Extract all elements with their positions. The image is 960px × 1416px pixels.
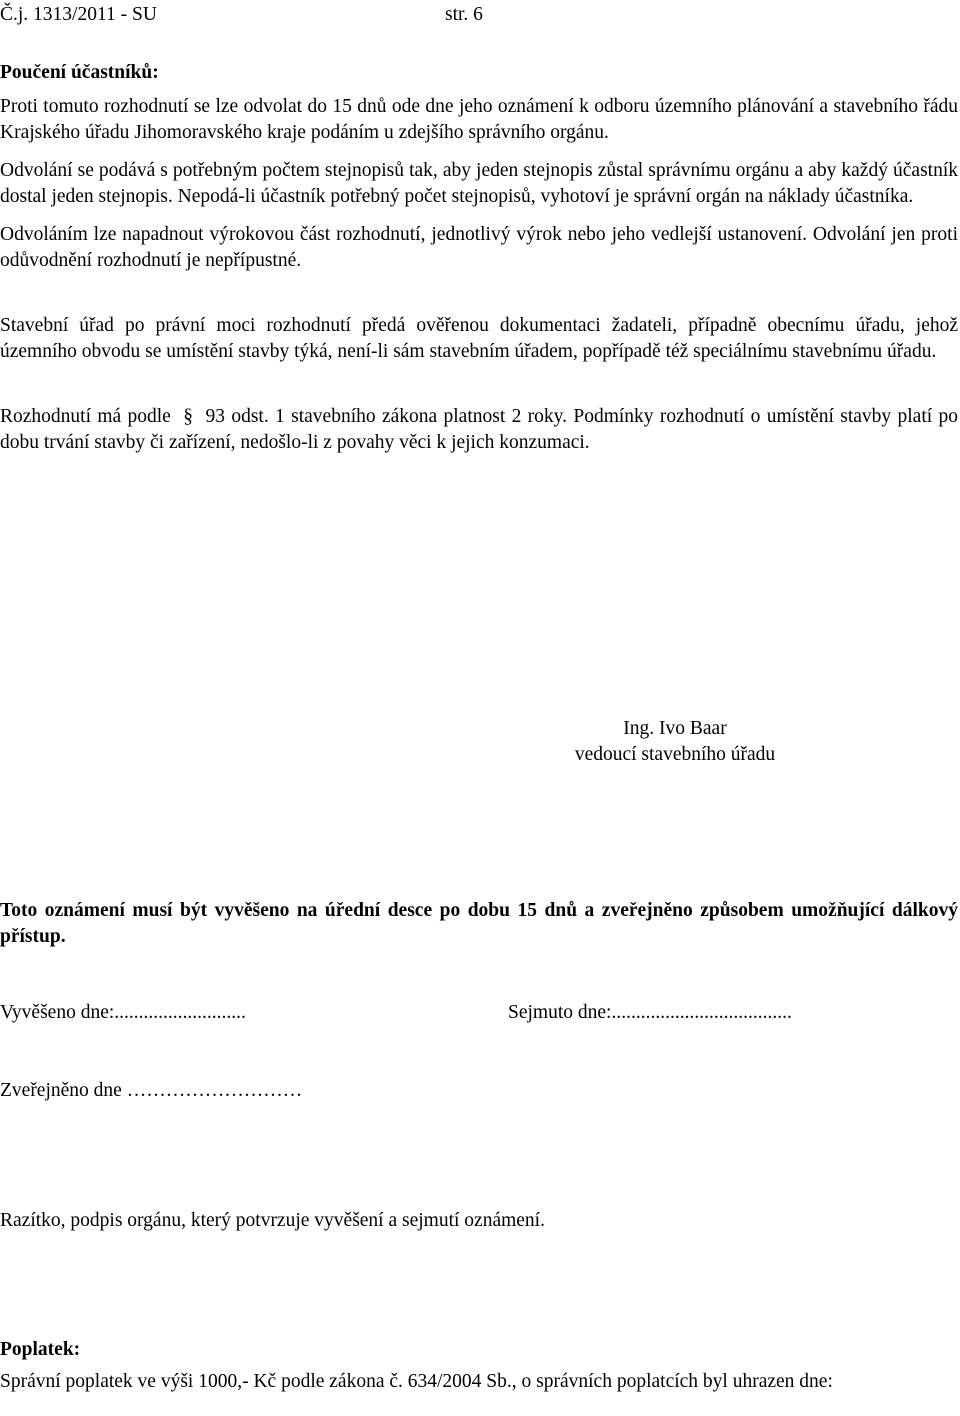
published-date-field: Zveřejněno dne ……………………… bbox=[0, 1080, 303, 1101]
instruction-paragraph-4: Stavební úřad po právní moci rozhodnutí předá ověřenou dokumentaci žadateli, případně obecnímu úřadu, jehož územního obvodu se umístění stavby týká, není-li sám stavebním úřadem, popřípadě též speciálnímu stavebnímu úřadu. bbox=[0, 315, 958, 362]
instruction-paragraph-5 bbox=[0, 404, 958, 456]
signatory-position: vedoucí stavebního úřadu bbox=[574, 744, 776, 765]
page-number: str. 6 bbox=[445, 4, 483, 25]
posted-date-field: Vyvěšeno dne:........................... bbox=[0, 1002, 246, 1023]
posting-notice: Toto oznámení musí být vyvěšeno na úřední desce po dobu 15 dnů a zveřejněno způsobem umožňující dálkový přístup. bbox=[0, 900, 958, 947]
stamp-signature-line: Razítko, podpis orgánu, který potvrzuje vyvěšení a sejmutí oznámení. bbox=[0, 1210, 545, 1231]
instruction-title: Poučení účastníků: bbox=[0, 62, 159, 83]
removed-date-field: Sejmuto dne:..................................... bbox=[508, 1002, 792, 1023]
instruction-paragraph-3: Odvoláním lze napadnout výrokovou část rozhodnutí, jednotlivý výrok nebo jeho vedlejší ustanovení. Odvolání jen proti odůvodnění rozhodnutí je nepřípustné. bbox=[0, 224, 958, 271]
signatory-name: Ing. Ivo Baar bbox=[623, 718, 727, 739]
fee-title: Poplatek: bbox=[0, 1339, 81, 1360]
instruction-paragraph-1: Proti tomuto rozhodnutí se lze odvolat do 15 dnů ode dne jeho oznámení k odboru územního plánování a stavebního řádu Krajského úřadu Jihomoravského kraje podáním u zdejšího správního orgánu. bbox=[0, 96, 958, 143]
paragraph-5-rest: 93 odst. 1 stavebního zákona platnost 2 roky. Podmínky rozhodnutí o umístění stavby platí po dobu trvání stavby či zařízení, nedošlo-li z povahy věci k jejich konzumaci. bbox=[0, 406, 958, 453]
section-sign: § bbox=[183, 406, 194, 427]
fee-text: Správní poplatek ve výši 1000,- Kč podle zákona č. 634/2004 Sb., o správních poplatcích byl uhrazen dne: bbox=[0, 1371, 833, 1392]
instruction-paragraph-2: Odvolání se podává s potřebným počtem stejnopisů tak, aby jeden stejnopis zůstal správnímu orgánu a aby každý účastník dostal jeden stejnopis. Nepodá-li účastník potřebný počet stejnopisů, vyhotoví je správní orgán na náklady účastníka. bbox=[0, 160, 958, 207]
document-reference: Č.j. 1313/2011 - SU bbox=[0, 4, 157, 25]
paragraph-5-lead: Rozhodnutí má podle bbox=[0, 406, 171, 427]
